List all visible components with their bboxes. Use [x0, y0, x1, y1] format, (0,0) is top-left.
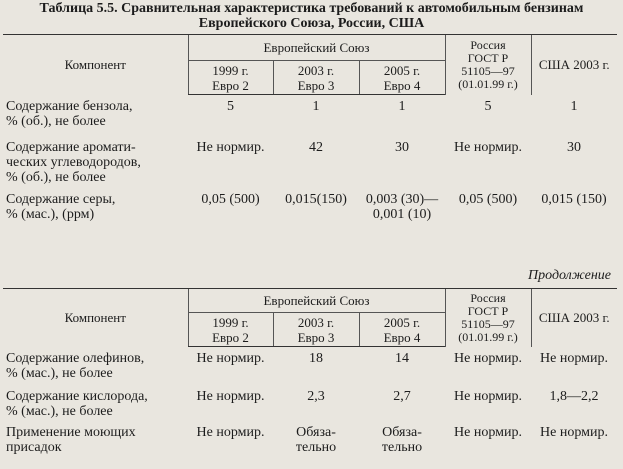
header-eu-1999-std: Евро 2: [212, 77, 249, 93]
header-russia-line-4: (01.01.99 г.): [458, 76, 518, 91]
table-row: [3, 136, 617, 188]
row-name-line: % (мас.), (ррм): [6, 206, 95, 222]
cell-eu-2005-line-1: Обяза-: [382, 424, 422, 440]
header-eu: Европейский Союз: [188, 289, 445, 313]
cell-eu-2005-line-2: 0,001 (10): [372, 206, 432, 222]
row-name-line: Применение моющих: [6, 424, 136, 440]
header-eu-2005-year: 2005 г.: [383, 314, 421, 330]
cell-usa: 1,8—2,2: [549, 388, 599, 404]
row-name-line: ческих углеводородов,: [6, 154, 141, 170]
header-russia-line-3: 51105—97: [461, 63, 515, 78]
cell-eu-2003-line-1: Обяза-: [296, 424, 336, 440]
row-name: [3, 136, 188, 188]
cell-eu-2005-line-1: 0,003 (30)—: [365, 191, 439, 207]
header-eu-2003: [273, 61, 359, 95]
row-name-line: Содержание олефинов,: [6, 350, 145, 366]
table-title: [0, 1, 623, 31]
row-name-line: % (об.), не более: [6, 169, 106, 185]
cell-eu-1999: Не нормир.: [196, 139, 265, 155]
header-eu-2005: [359, 313, 445, 347]
row-name-line: Содержание серы,: [6, 191, 116, 207]
header-eu-2005-year: 2005 г.: [383, 62, 421, 78]
cell-eu-2005: 1: [398, 99, 406, 114]
row-name-line: % (об.), не более: [6, 113, 106, 129]
cell-usa: Не нормир.: [540, 424, 608, 440]
cell-eu-2005: 14: [395, 351, 409, 366]
cell-eu-1999: Не нормир.: [196, 424, 265, 440]
header-usa: США 2003 г.: [531, 289, 617, 347]
header-russia-line-1: Россия: [470, 290, 506, 305]
header-eu-2003: [273, 313, 359, 347]
header-eu-2003-std: Евро 3: [297, 77, 335, 93]
header-russia-line-2: ГОСТ Р: [467, 303, 509, 318]
header-russia-line-4: (01.01.99 г.): [458, 329, 518, 344]
header-component: Компонент: [3, 35, 188, 95]
header-russia-line-1: Россия: [470, 37, 506, 52]
cell-eu-2003: 18: [309, 351, 323, 366]
row-name-line: Содержание бензола,: [6, 98, 133, 114]
header-eu-1999: [188, 313, 273, 347]
cell-eu-2005: [359, 188, 445, 228]
header-eu-2005: [359, 61, 445, 95]
cell-russia: Не нормир.: [454, 388, 522, 404]
row-name-line: присадок: [6, 439, 62, 455]
row-name-line: % (мас.), не более: [6, 365, 113, 381]
cell-eu-1999: Не нормир.: [196, 351, 265, 366]
cell-eu-2003: 1: [312, 99, 320, 114]
cell-eu-2003: 0,015(150): [285, 191, 347, 207]
cell-usa: 1: [570, 98, 578, 114]
cell-russia: 5: [484, 98, 492, 114]
header-eu-1999: [188, 61, 273, 95]
header-eu-2003-std: Евро 3: [297, 329, 335, 345]
cell-eu-2003: 2,3: [307, 388, 325, 404]
requirements-table-1: [3, 34, 617, 228]
cell-usa: 0,015 (150): [541, 191, 607, 207]
cell-eu-1999: Не нормир.: [196, 388, 265, 404]
table-row: [3, 95, 617, 136]
header-eu-2003-year: 2003 г.: [297, 62, 335, 78]
table-row: [3, 188, 617, 228]
cell-usa: 30: [567, 139, 581, 155]
header-eu-2005-std: Евро 4: [383, 329, 421, 345]
header-eu-2005-std: Евро 4: [383, 77, 421, 93]
cell-eu-2005: 2,7: [393, 388, 411, 404]
table-row: [3, 385, 617, 421]
cell-russia: 0,05 (500): [458, 191, 518, 207]
row-name-line: Содержание кислорода,: [6, 388, 148, 404]
cell-eu-2003: 42: [309, 139, 323, 155]
cell-eu-1999: 0,05 (500): [201, 191, 260, 207]
cell-eu-2003: [273, 421, 359, 457]
cell-eu-2005: 30: [395, 139, 409, 155]
title-line-1: Таблица 5.5. Сравнительная характеристика требований к автомобильным бензинам: [39, 1, 584, 16]
row-name: [3, 95, 188, 136]
header-usa: США 2003 г.: [531, 35, 617, 95]
header-component: Компонент: [3, 289, 188, 347]
row-name-line: % (мас.), не более: [6, 403, 113, 419]
cell-russia: Не нормир.: [454, 424, 522, 440]
header-russia-line-3: 51105—97: [461, 316, 515, 331]
cell-russia: Не нормир.: [454, 139, 522, 155]
table-row: [3, 421, 617, 457]
table-row: [3, 347, 617, 385]
row-name: [3, 188, 188, 228]
header-eu-1999-year: 1999 г.: [212, 62, 249, 78]
cell-eu-2005: [359, 421, 445, 457]
header-eu-1999-year: 1999 г.: [212, 314, 249, 330]
row-name: [3, 421, 188, 457]
requirements-table-2: [3, 288, 617, 457]
header-russia: [445, 35, 531, 95]
cell-russia: Не нормир.: [454, 350, 522, 366]
row-name: [3, 385, 188, 421]
continuation-label: Продолжение: [528, 268, 611, 283]
cell-eu-2003-line-2: тельно: [295, 439, 337, 455]
header-eu-1999-std: Евро 2: [212, 329, 249, 345]
cell-eu-2005-line-2: тельно: [381, 439, 423, 455]
row-name: [3, 347, 188, 385]
header-russia: [445, 289, 531, 347]
title-line-2: Европейского Союза, России, США: [198, 16, 425, 31]
row-name-line: Содержание аромати-: [6, 139, 136, 155]
cell-eu-1999: 5: [227, 99, 234, 114]
header-eu-2003-year: 2003 г.: [297, 314, 335, 330]
cell-usa: Не нормир.: [540, 350, 608, 366]
header-russia-line-2: ГОСТ Р: [467, 50, 509, 65]
header-eu: Европейский Союз: [188, 35, 445, 61]
